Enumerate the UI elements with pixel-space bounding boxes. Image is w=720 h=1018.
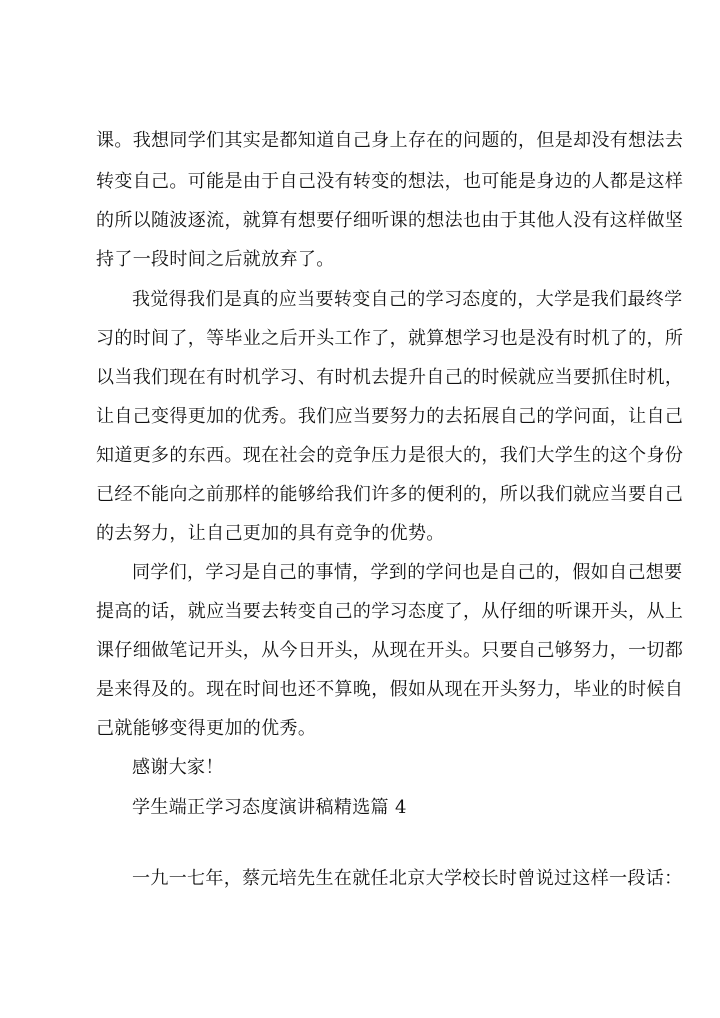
- text-line: 以当我们现在有时机学习、有时机去提升自己的时候就应当要抓住时机，: [96, 367, 684, 388]
- text-line: 己就能够变得更加的优秀。: [96, 718, 317, 739]
- text-line: 提高的话，就应当要去转变自己的学习态度了，从仔细的听课开头，从上: [96, 601, 684, 622]
- section-title: 学生端正学习态度演讲稿精选篇 4: [132, 797, 407, 818]
- text-line: 课。我想同学们其实是都知道自己身上存在的问题的，但是却没有想法去: [96, 130, 684, 151]
- text-line: 已经不能向之前那样的能够给我们许多的便利的，所以我们就应当要自己: [96, 484, 684, 505]
- text-line: 我觉得我们是真的应当要转变自己的学习态度的，大学是我们最终学: [132, 289, 683, 310]
- text-line: 一九一七年，蔡元培先生在就任北京大学校长时曾说过这样一段话：: [132, 868, 683, 889]
- closing-thanks: 感谢大家！: [132, 757, 224, 778]
- text-line: 持了一段时间之后就放弃了。: [96, 249, 335, 270]
- text-line: 的去努力，让自己更加的具有竞争的优势。: [96, 523, 445, 544]
- text-line: 让自己变得更加的优秀。我们应当要努力的去拓展自己的学问面，让自己: [96, 406, 684, 427]
- text-line: 同学们，学习是自己的事情，学到的学问也是自己的，假如自己想要: [132, 562, 683, 583]
- text-line: 课仔细做笔记开头，从今日开头，从现在开头。只要自己够努力，一切都: [96, 640, 684, 661]
- text-line: 知道更多的东西。现在社会的竞争压力是很大的，我们大学生的这个身份: [96, 445, 684, 466]
- text-line: 是来得及的。现在时间也还不算晚，假如从现在开头努力，毕业的时候自: [96, 679, 684, 700]
- text-line: 习的时间了，等毕业之后开头工作了，就算想学习也是没有时机了的，所: [96, 328, 684, 349]
- text-line: 转变自己。可能是由于自己没有转变的想法，也可能是身边的人都是这样: [96, 171, 684, 192]
- text-line: 的所以随波逐流，就算有想要仔细听课的想法也由于其他人没有这样做坚: [96, 210, 684, 231]
